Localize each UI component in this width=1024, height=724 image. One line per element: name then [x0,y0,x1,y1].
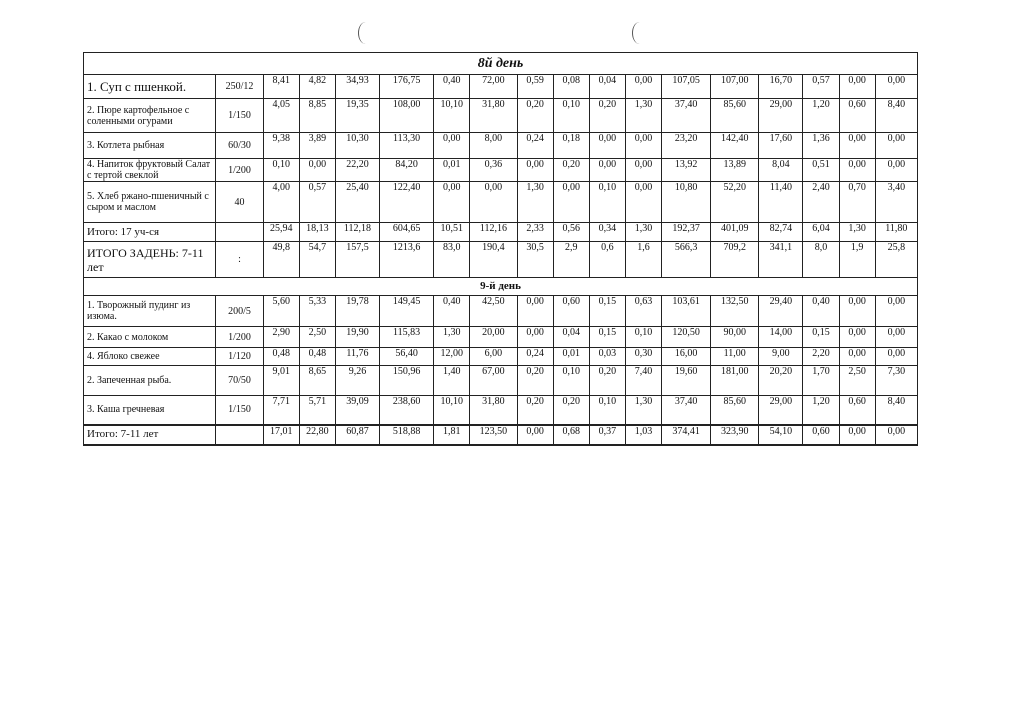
nutrient-value: 709,2 [711,242,759,278]
nutrient-value: 4,82 [299,75,335,99]
nutrient-value: 0,6 [589,242,625,278]
nutrient-value: 37,40 [662,396,711,425]
nutrient-value: 0,00 [625,75,661,99]
table-row [84,133,918,159]
nutrient-value: 5,71 [299,396,335,425]
nutrient-value: 11,40 [759,182,803,223]
nutrient-value: 17,60 [759,133,803,159]
nutrient-value: 0,20 [553,159,589,182]
portion-size: 1/150 [216,99,263,133]
dish-name: 3. Каша гречневая [84,396,216,425]
nutrient-value: 103,61 [662,296,711,327]
nutrient-value: 150,96 [380,366,434,396]
table-row [84,327,918,348]
nutrient-value: 0,10 [589,396,625,425]
nutrient-value: 20,20 [759,366,803,396]
nutrient-value: 0,00 [839,425,875,445]
nutrient-value: 8,0 [803,242,839,278]
total-row [84,425,918,445]
nutrient-value: 52,20 [711,182,759,223]
nutrient-value: 0,63 [625,296,661,327]
nutrient-value: 0,01 [434,159,470,182]
nutrient-value: 7,71 [263,396,299,425]
dish-name: 4. Напиток фруктовый Салат с тертой свеклой [84,159,216,182]
nutrient-value: 0,34 [589,223,625,242]
nutrient-value: 0,00 [625,133,661,159]
portion-size: 250/12 [216,75,263,99]
nutrient-value: 1,36 [803,133,839,159]
nutrient-value: 10,10 [434,396,470,425]
nutrient-value: 0,36 [470,159,517,182]
nutrient-value: 20,00 [470,327,517,348]
nutrient-value: 2,50 [299,327,335,348]
nutrient-value: 0,10 [553,99,589,133]
nutrient-value: 22,80 [299,425,335,445]
nutrient-value: 0,00 [517,327,553,348]
nutrient-value: 39,09 [335,396,379,425]
nutrient-value: 0,00 [875,348,917,366]
table-row [84,75,918,99]
table-body [84,53,918,445]
nutrient-value: 19,78 [335,296,379,327]
nutrient-value: 60,87 [335,425,379,445]
nutrient-value: 604,65 [380,223,434,242]
nutrient-value: 23,20 [662,133,711,159]
day-title: 8й день [84,53,918,75]
nutrient-value: 10,10 [434,99,470,133]
dish-name: 2. Запеченная рыба. [84,366,216,396]
nutrient-value: 34,93 [335,75,379,99]
portion-size: 60/30 [216,133,263,159]
nutrient-value: 0,00 [839,348,875,366]
nutrient-value: 12,00 [434,348,470,366]
scan-punch-mark-left [358,22,373,44]
nutrient-value: 10,80 [662,182,711,223]
nutrient-value: 54,7 [299,242,335,278]
nutrient-value: 8,04 [759,159,803,182]
table-row [84,366,918,396]
nutrient-value: 107,00 [711,75,759,99]
nutrient-value: 8,00 [470,133,517,159]
nutrient-value: 19,60 [662,366,711,396]
nutrient-value: 0,00 [839,133,875,159]
nutrient-value: 14,00 [759,327,803,348]
nutrient-value: 0,10 [589,182,625,223]
portion-size: 1/200 [216,159,263,182]
nutrient-value: 0,56 [553,223,589,242]
nutrient-value: 0,04 [553,327,589,348]
dish-name: 4. Яблоко свежее [84,348,216,366]
nutrient-value: 29,00 [759,99,803,133]
nutrient-value: 0,48 [299,348,335,366]
nutrient-value: 2,40 [803,182,839,223]
nutrient-value: 29,00 [759,396,803,425]
nutrient-value: 18,13 [299,223,335,242]
nutrient-value: 0,03 [589,348,625,366]
nutrient-value: 49,8 [263,242,299,278]
nutrient-value: 112,16 [470,223,517,242]
nutrient-value: 2,50 [839,366,875,396]
portion-size: 70/50 [216,366,263,396]
nutrient-value: 82,74 [759,223,803,242]
nutrient-value: 10,30 [335,133,379,159]
nutrient-value: 11,80 [875,223,917,242]
nutrient-value: 1,20 [803,396,839,425]
nutrient-value: 5,60 [263,296,299,327]
portion-size [216,223,263,242]
nutrient-value: 0,57 [803,75,839,99]
nutrient-value: 0,20 [589,366,625,396]
nutrient-value: 0,68 [553,425,589,445]
nutrient-value: 0,59 [517,75,553,99]
nutrient-value: 13,92 [662,159,711,182]
scan-punch-mark-right [632,22,647,44]
nutrient-value: 0,20 [517,99,553,133]
nutrient-value: 2,90 [263,327,299,348]
nutrient-value: 0,20 [553,396,589,425]
nutrient-value: 16,00 [662,348,711,366]
nutrient-value: 17,01 [263,425,299,445]
nutrient-value: 0,30 [625,348,661,366]
dish-name: Итого: 17 уч-ся [84,223,216,242]
nutrient-value: 0,00 [839,75,875,99]
nutrient-value: 0,48 [263,348,299,366]
nutrient-value: 401,09 [711,223,759,242]
nutrient-value: 8,65 [299,366,335,396]
nutrient-value: 123,50 [470,425,517,445]
nutrient-value: 84,20 [380,159,434,182]
nutrient-value: 0,00 [625,159,661,182]
nutrient-value: 85,60 [711,99,759,133]
table-row [84,99,918,133]
nutrient-value: 25,40 [335,182,379,223]
nutrient-value: 25,8 [875,242,917,278]
nutrient-value: 1,30 [625,223,661,242]
nutrient-value: 3,89 [299,133,335,159]
dish-name: 3. Котлета рыбная [84,133,216,159]
nutrient-value: 7,30 [875,366,917,396]
portion-size: 200/5 [216,296,263,327]
nutrient-value: 0,00 [299,159,335,182]
dish-name: ИТОГО ЗАДЕНЬ: 7-11 лет [84,242,216,278]
nutrient-value: 7,40 [625,366,661,396]
nutrient-value: 120,50 [662,327,711,348]
nutrient-value: 122,40 [380,182,434,223]
nutrition-table [83,52,918,446]
nutrient-value: 72,00 [470,75,517,99]
nutrient-value: 4,05 [263,99,299,133]
nutrient-value: 323,90 [711,425,759,445]
nutrient-value: 67,00 [470,366,517,396]
nutrient-value: 1,9 [839,242,875,278]
nutrient-value: 0,00 [839,296,875,327]
dish-name: 5. Хлеб ржано-пшеничный с сыром и маслом [84,182,216,223]
nutrient-value: 8,41 [263,75,299,99]
nutrient-value: 0,40 [434,75,470,99]
nutrient-value: 1,03 [625,425,661,445]
nutrient-value: 11,76 [335,348,379,366]
nutrient-value: 2,33 [517,223,553,242]
table-row [84,182,918,223]
nutrient-value: 8,40 [875,99,917,133]
nutrient-value: 0,40 [803,296,839,327]
portion-size [216,425,263,445]
nutrient-value: 0,00 [589,159,625,182]
nutrient-value: 518,88 [380,425,434,445]
nutrient-value: 0,60 [839,396,875,425]
portion-size: 1/200 [216,327,263,348]
dish-name: Итого: 7-11 лет [84,425,216,445]
nutrient-value: 4,00 [263,182,299,223]
nutrient-value: 22,20 [335,159,379,182]
nutrient-value: 0,24 [517,133,553,159]
nutrient-value: 6,00 [470,348,517,366]
nutrient-value: 149,45 [380,296,434,327]
nutrient-value: 0,00 [875,296,917,327]
nutrient-value: 1,70 [803,366,839,396]
portion-size: : [216,242,263,278]
nutrient-value: 37,40 [662,99,711,133]
nutrient-value: 0,00 [434,182,470,223]
nutrient-value: 0,00 [517,159,553,182]
nutrient-value: 0,00 [875,327,917,348]
dish-name: 2. Какао с молоком [84,327,216,348]
nutrient-value: 1,30 [625,396,661,425]
nutrient-value: 0,08 [553,75,589,99]
nutrient-value: 54,10 [759,425,803,445]
nutrient-value: 0,37 [589,425,625,445]
nutrient-value: 2,9 [553,242,589,278]
nutrient-value: 566,3 [662,242,711,278]
nutrient-value: 83,0 [434,242,470,278]
table-row [84,296,918,327]
nutrient-value: 0,00 [875,159,917,182]
nutrient-value: 9,00 [759,348,803,366]
nutrient-value: 0,00 [875,133,917,159]
table-row [84,159,918,182]
nutrient-value: 1,30 [625,99,661,133]
nutrient-value: 113,30 [380,133,434,159]
nutrient-value: 1,30 [434,327,470,348]
nutrient-value: 341,1 [759,242,803,278]
nutrient-value: 42,50 [470,296,517,327]
nutrient-value: 0,00 [517,296,553,327]
nutrient-value: 90,00 [711,327,759,348]
nutrient-value: 10,51 [434,223,470,242]
nutrient-value: 0,60 [839,99,875,133]
nutrient-value: 9,26 [335,366,379,396]
nutrient-value: 29,40 [759,296,803,327]
nutrient-value: 115,83 [380,327,434,348]
nutrient-value: 0,00 [589,133,625,159]
nutrient-value: 0,57 [299,182,335,223]
nutrient-value: 13,89 [711,159,759,182]
dish-name: 2. Пюре картофельное с соленными огурами [84,99,216,133]
nutrient-value: 0,10 [625,327,661,348]
nutrient-value: 0,70 [839,182,875,223]
nutrient-value: 0,15 [803,327,839,348]
nutrient-value: 5,33 [299,296,335,327]
nutrient-value: 181,00 [711,366,759,396]
nutrient-value: 374,41 [662,425,711,445]
nutrient-value: 0,00 [625,182,661,223]
nutrient-value: 6,04 [803,223,839,242]
nutrient-value: 0,10 [553,366,589,396]
nutrient-value: 0,51 [803,159,839,182]
nutrient-value: 3,40 [875,182,917,223]
portion-size: 40 [216,182,263,223]
portion-size: 1/150 [216,396,263,425]
nutrient-value: 0,01 [553,348,589,366]
nutrient-value: 8,85 [299,99,335,133]
nutrient-value: 31,80 [470,396,517,425]
nutrient-value: 56,40 [380,348,434,366]
nutrient-value: 190,4 [470,242,517,278]
nutrient-value: 176,75 [380,75,434,99]
day-header-row [84,278,918,296]
nutrient-value: 19,35 [335,99,379,133]
nutrient-value: 9,01 [263,366,299,396]
grand-total-row [84,242,918,278]
nutrient-value: 1213,6 [380,242,434,278]
nutrient-value: 0,24 [517,348,553,366]
nutrient-value: 0,00 [553,182,589,223]
nutrient-value: 192,37 [662,223,711,242]
nutrient-value: 0,20 [589,99,625,133]
nutrient-value: 0,00 [839,327,875,348]
nutrient-value: 25,94 [263,223,299,242]
nutrient-value: 1,81 [434,425,470,445]
nutrient-value: 0,00 [434,133,470,159]
nutrient-value: 9,38 [263,133,299,159]
dish-name: 1. Творожный пудинг из изюма. [84,296,216,327]
nutrient-value: 1,30 [839,223,875,242]
nutrient-value: 0,40 [434,296,470,327]
nutrient-value: 142,40 [711,133,759,159]
nutrient-value: 1,30 [517,182,553,223]
nutrient-value: 0,18 [553,133,589,159]
nutrient-value: 0,15 [589,296,625,327]
nutrient-value: 0,15 [589,327,625,348]
nutrient-value: 0,00 [470,182,517,223]
nutrient-value: 0,20 [517,396,553,425]
table-row [84,348,918,366]
nutrient-value: 112,18 [335,223,379,242]
nutrient-value: 2,20 [803,348,839,366]
portion-size: 1/120 [216,348,263,366]
nutrient-value: 1,6 [625,242,661,278]
day-title: 9-й день [84,278,918,296]
nutrient-value: 0,00 [875,75,917,99]
nutrient-value: 0,60 [553,296,589,327]
nutrient-value: 157,5 [335,242,379,278]
nutrient-value: 132,50 [711,296,759,327]
nutrient-value: 0,60 [803,425,839,445]
nutrient-value: 8,40 [875,396,917,425]
nutrient-value: 0,20 [517,366,553,396]
total-row [84,223,918,242]
nutrient-value: 108,00 [380,99,434,133]
nutrient-value: 19,90 [335,327,379,348]
nutrient-value: 238,60 [380,396,434,425]
nutrient-value: 0,00 [839,159,875,182]
nutrient-value: 85,60 [711,396,759,425]
nutrient-value: 0,00 [875,425,917,445]
nutrient-value: 16,70 [759,75,803,99]
nutrient-value: 0,10 [263,159,299,182]
nutrient-value: 1,20 [803,99,839,133]
nutrient-value: 11,00 [711,348,759,366]
nutrient-value: 1,40 [434,366,470,396]
nutrient-value: 0,00 [517,425,553,445]
table-row [84,396,918,425]
nutrient-value: 30,5 [517,242,553,278]
day-header-row [84,53,918,75]
nutrient-value: 31,80 [470,99,517,133]
dish-name: 1. Суп с пшенкой. [84,75,216,99]
nutrient-value: 107,05 [662,75,711,99]
nutrient-value: 0,04 [589,75,625,99]
